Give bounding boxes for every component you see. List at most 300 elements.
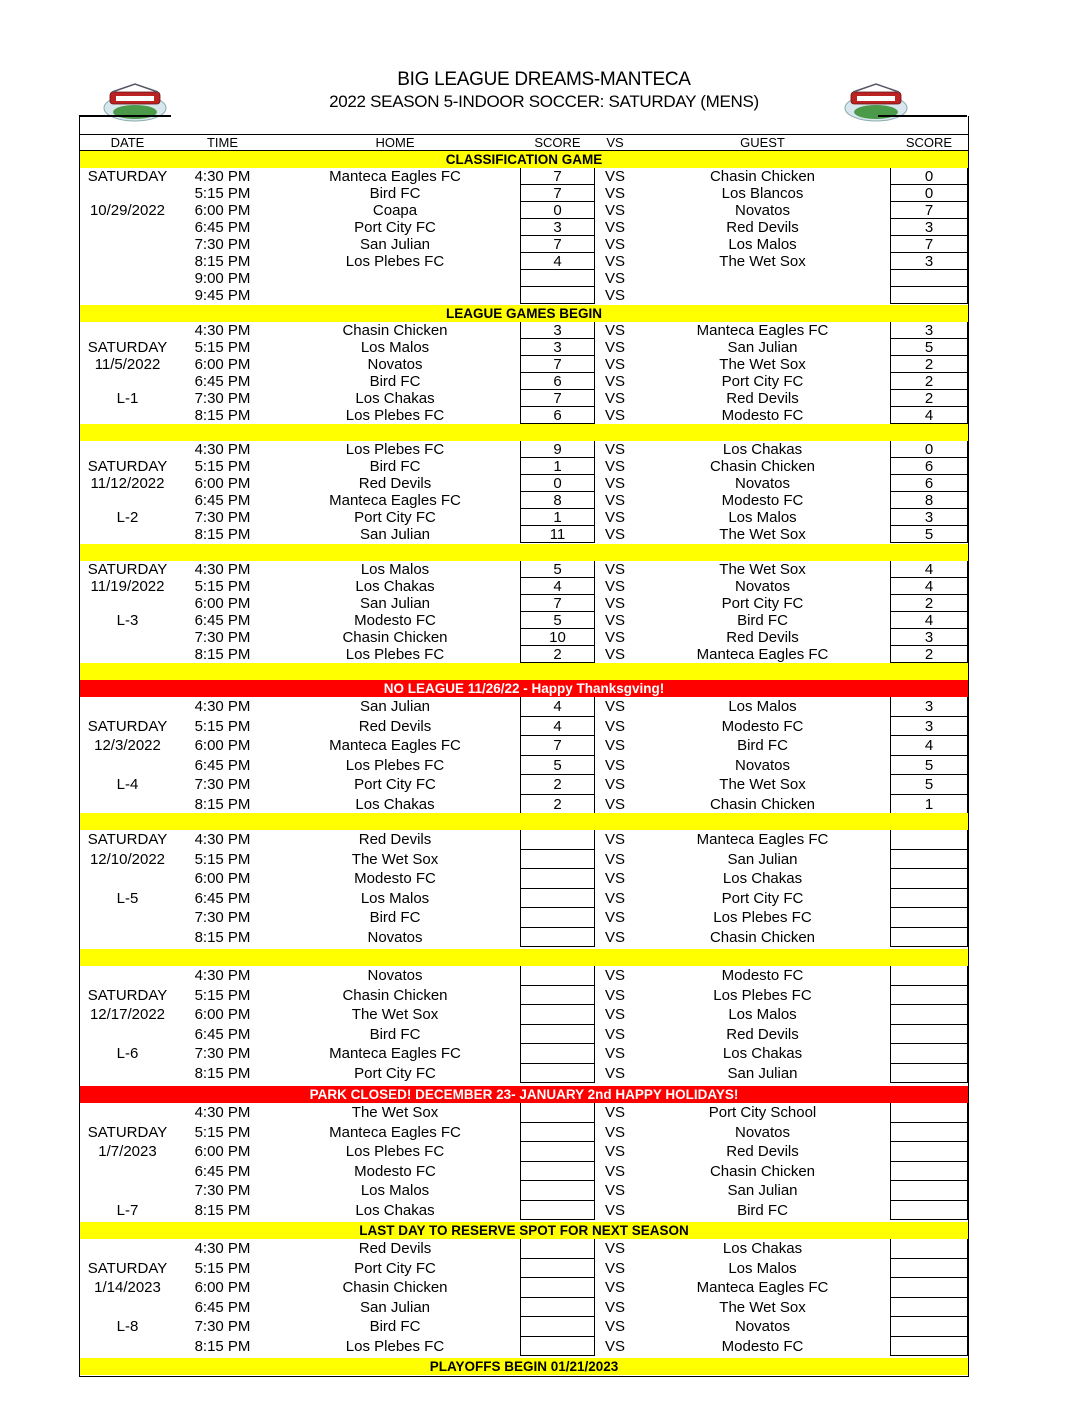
table-row (80, 185, 968, 202)
score-box (520, 697, 595, 717)
score-box (520, 202, 595, 219)
guest-score: 8 (924, 492, 934, 509)
score-box (520, 407, 595, 424)
date-label: L-4 (116, 776, 139, 793)
vs-label: VS (604, 756, 625, 774)
game-time: 7:30 PM (194, 909, 251, 926)
home-team: Red Devils (358, 1240, 432, 1257)
score-box (890, 458, 968, 475)
table-row (80, 1337, 968, 1357)
game-time: 6:00 PM (194, 870, 251, 887)
guest-team: Los Plebes FC (713, 986, 812, 1004)
schedule-table (79, 116, 969, 1377)
home-team: The Wet Sox (351, 1006, 439, 1023)
game-time: 5:15 PM (194, 1259, 251, 1277)
table-row (80, 458, 968, 475)
date-label: 11/19/2022 (90, 578, 165, 595)
home-score: 4 (553, 717, 562, 735)
score-box (890, 492, 968, 509)
date-label: 12/10/2022 (89, 850, 166, 868)
table-row (80, 986, 968, 1006)
home-team: The Wet Sox (351, 1104, 439, 1121)
home-team: Port City FC (354, 776, 436, 793)
home-team: Los Malos (360, 1182, 430, 1199)
home-team: Manteca Eagles FC (329, 168, 461, 185)
score-box (890, 1337, 968, 1357)
date-label: 12/17/2022 (89, 1006, 166, 1023)
section-banner: LEAGUE GAMES BEGIN (80, 305, 968, 322)
score-box (890, 1123, 968, 1143)
score-box (890, 441, 968, 458)
date-label: 12/3/2022 (94, 737, 161, 754)
vs-label: VS (604, 1045, 625, 1062)
score-box (890, 1005, 968, 1025)
date-label: SATURDAY (87, 339, 168, 356)
score-box (520, 578, 595, 595)
table-row (80, 373, 968, 390)
header-score: SCORE (534, 135, 581, 150)
vs-label: VS (604, 509, 625, 526)
home-team: Bird FC (369, 1025, 421, 1043)
home-team: San Julian (359, 1298, 431, 1316)
guest-team: Modesto FC (721, 967, 804, 984)
guest-team: Novatos (734, 578, 791, 595)
home-team: Los Malos (360, 339, 430, 356)
home-score: 11 (549, 526, 566, 543)
score-box (890, 270, 968, 287)
game-time: 8:15 PM (194, 1201, 251, 1219)
table-row (80, 1259, 968, 1279)
header-guest: GUEST (740, 135, 785, 150)
game-time: 6:45 PM (194, 219, 251, 236)
home-team: Manteca Eagles FC (329, 1123, 461, 1141)
vs-label: VS (604, 407, 625, 424)
game-time: 8:15 PM (194, 407, 251, 424)
score-box (520, 830, 595, 850)
guest-score: 2 (924, 390, 934, 407)
vs-label: VS (604, 339, 625, 356)
home-team: San Julian (359, 526, 431, 543)
guest-score: 5 (924, 339, 934, 356)
vs-label: VS (604, 270, 625, 287)
vs-label: VS (604, 219, 625, 236)
guest-team: Port City School (708, 1104, 817, 1121)
game-time: 4:30 PM (194, 1104, 251, 1121)
guest-score: 4 (924, 737, 934, 754)
home-team: Los Plebes FC (345, 1143, 445, 1160)
vs-label: VS (604, 1298, 625, 1316)
home-team: Bird FC (369, 1318, 421, 1335)
score-box (890, 756, 968, 776)
score-box (890, 1298, 968, 1318)
section-banner: PLAYOFFS BEGIN 01/21/2023 (80, 1358, 968, 1375)
date-label: L-1 (116, 390, 139, 407)
game-time: 6:45 PM (194, 373, 251, 390)
date-label: SATURDAY (87, 1123, 168, 1141)
table-row (80, 236, 968, 253)
game-time: 5:15 PM (194, 850, 251, 868)
game-time: 6:00 PM (194, 202, 251, 219)
vs-label: VS (604, 629, 625, 646)
score-box (520, 629, 595, 646)
date-label: SATURDAY (87, 986, 168, 1004)
guest-team: Port City FC (721, 889, 804, 907)
vs-label: VS (604, 253, 625, 270)
game-time: 4:30 PM (194, 561, 251, 578)
game-time: 6:00 PM (194, 1143, 251, 1160)
home-score: 9 (553, 441, 562, 458)
guest-team: Bird FC (737, 737, 788, 754)
vs-label: VS (604, 795, 625, 813)
score-box (890, 928, 968, 948)
home-team: Red Devils (358, 831, 432, 848)
date-label: SATURDAY (87, 1259, 168, 1277)
vs-label: VS (604, 322, 625, 339)
guest-score: 2 (924, 373, 934, 390)
game-time: 5:15 PM (194, 578, 251, 595)
guest-team: San Julian (727, 850, 798, 868)
vs-label: VS (604, 612, 625, 629)
vs-label: VS (604, 646, 625, 663)
game-time: 6:00 PM (194, 1279, 251, 1296)
vs-label: VS (604, 1240, 625, 1257)
game-time: 5:15 PM (194, 1123, 251, 1141)
table-row (80, 168, 968, 185)
guest-team: Novatos (734, 756, 791, 774)
table-row (80, 1162, 968, 1182)
home-score: 7 (553, 236, 562, 253)
score-box (890, 629, 968, 646)
table-row (80, 775, 968, 795)
guest-score: 6 (924, 475, 934, 492)
score-box (520, 646, 595, 663)
home-score: 5 (553, 756, 562, 774)
table-row (80, 561, 968, 578)
guest-score: 5 (924, 526, 934, 543)
vs-label: VS (604, 1337, 625, 1355)
table-row (80, 1201, 968, 1221)
table-row (80, 1298, 968, 1318)
home-score: 4 (553, 698, 562, 715)
home-score: 0 (553, 202, 562, 219)
vs-label: VS (604, 595, 625, 612)
score-box (520, 561, 595, 578)
score-box (520, 1064, 595, 1084)
guest-score: 2 (924, 356, 934, 373)
guest-team: Los Malos (728, 1259, 797, 1277)
vs-label: VS (604, 1259, 625, 1277)
vs-label: VS (604, 287, 625, 304)
score-box (890, 646, 968, 663)
score-box (520, 390, 595, 407)
score-box (890, 219, 968, 236)
vs-label: VS (604, 390, 625, 407)
guest-score: 3 (924, 322, 934, 339)
separator-band (80, 424, 968, 441)
table-row (80, 1064, 968, 1084)
game-time: 6:00 PM (194, 356, 251, 373)
game-time: 4:30 PM (194, 322, 251, 339)
guest-team: The Wet Sox (719, 776, 806, 793)
vs-label: VS (604, 967, 625, 984)
home-score: 2 (553, 795, 562, 813)
score-box (890, 908, 968, 928)
guest-score: 5 (924, 776, 934, 793)
home-team: San Julian (359, 236, 431, 253)
home-team: San Julian (359, 595, 431, 612)
home-score: 6 (553, 407, 562, 424)
home-score: 4 (553, 253, 562, 270)
guest-score: 1 (924, 795, 934, 813)
score-box (520, 253, 595, 270)
guest-team: Red Devils (726, 219, 799, 236)
score-box (890, 697, 968, 717)
score-box (520, 185, 595, 202)
section-banner: LAST DAY TO RESERVE SPOT FOR NEXT SEASON (80, 1222, 968, 1239)
home-team: Port City FC (354, 219, 436, 236)
score-box (890, 1317, 968, 1337)
separator-band (80, 663, 968, 680)
home-team: San Julian (359, 698, 431, 715)
guest-team: San Julian (727, 1182, 798, 1199)
home-team: Los Plebes FC (345, 253, 445, 270)
score-box (520, 526, 595, 543)
vs-label: VS (604, 776, 625, 793)
table-row (80, 850, 968, 870)
home-team: Bird FC (369, 909, 421, 926)
separator-band (80, 544, 968, 561)
date-label: 1/14/2023 (94, 1279, 161, 1296)
table-row (80, 1005, 968, 1025)
score-box (890, 1239, 968, 1259)
vs-label: VS (604, 526, 625, 543)
score-box (520, 287, 595, 304)
guest-score: 3 (924, 629, 934, 646)
home-team: Manteca Eagles FC (329, 737, 461, 754)
table-row (80, 629, 968, 646)
score-box (890, 475, 968, 492)
score-box (890, 509, 968, 526)
date-label: L-2 (116, 509, 139, 526)
score-box (890, 775, 968, 795)
game-time: 4:30 PM (194, 967, 251, 984)
score-box (890, 202, 968, 219)
guest-team: Red Devils (726, 390, 799, 407)
game-time: 7:30 PM (194, 629, 251, 646)
score-box (520, 612, 595, 629)
score-box (890, 185, 968, 202)
home-team: Los Chakas (355, 390, 435, 407)
date-label: L-7 (116, 1201, 139, 1219)
guest-team: Bird FC (737, 612, 788, 629)
table-header (80, 134, 968, 151)
home-score: 7 (553, 737, 562, 754)
table-row (80, 697, 968, 717)
date-label: SATURDAY (87, 168, 168, 185)
date-label: L-5 (116, 889, 139, 907)
header-home: HOME (375, 135, 415, 150)
table-row (80, 756, 968, 776)
home-team: The Wet Sox (351, 850, 439, 868)
home-team: Coapa (372, 202, 418, 219)
guest-team: Manteca Eagles FC (696, 646, 829, 663)
score-box (520, 270, 595, 287)
score-box (520, 595, 595, 612)
guest-team: Los Chakas (722, 441, 803, 458)
score-box (520, 1005, 595, 1025)
home-team: Bird FC (369, 373, 421, 390)
table-row (80, 287, 968, 304)
score-box (890, 578, 968, 595)
score-box (520, 795, 595, 815)
table-row (80, 646, 968, 663)
guest-team: Los Blancos (721, 185, 804, 202)
vs-label: VS (604, 1143, 625, 1160)
score-box (520, 928, 595, 948)
score-box (520, 373, 595, 390)
game-time: 6:00 PM (194, 1006, 251, 1023)
game-time: 6:45 PM (194, 1298, 251, 1316)
score-box (520, 1298, 595, 1318)
game-time: 6:00 PM (194, 737, 251, 754)
vs-label: VS (604, 236, 625, 253)
score-box (520, 1142, 595, 1162)
table-row (80, 1025, 968, 1045)
home-team: Port City FC (354, 1259, 436, 1277)
game-time: 8:15 PM (194, 1337, 251, 1355)
home-score: 4 (553, 578, 562, 595)
score-box (890, 986, 968, 1006)
table-row (80, 1239, 968, 1259)
table-row (80, 1278, 968, 1298)
home-team: Modesto FC (354, 612, 436, 629)
guest-score: 4 (924, 407, 934, 424)
date-label: 11/12/2022 (90, 475, 165, 492)
table-row (80, 1103, 968, 1123)
vs-label: VS (604, 986, 625, 1004)
score-box (520, 889, 595, 909)
score-box (520, 850, 595, 870)
table-row (80, 253, 968, 270)
vs-label: VS (604, 698, 625, 715)
date-label: SATURDAY (87, 561, 168, 578)
score-box (520, 492, 595, 509)
vs-label: VS (604, 1318, 625, 1335)
game-time: 6:45 PM (194, 1025, 251, 1043)
score-box (890, 1181, 968, 1201)
score-box (890, 889, 968, 909)
guest-team: Red Devils (726, 1025, 799, 1043)
separator-band (80, 949, 968, 966)
score-box (890, 168, 968, 185)
vs-label: VS (604, 850, 625, 868)
score-box (520, 1278, 595, 1298)
guest-team: San Julian (727, 1064, 798, 1082)
score-box (520, 219, 595, 236)
score-box (890, 830, 968, 850)
score-box (520, 736, 595, 756)
home-score: 7 (553, 168, 562, 185)
score-box (890, 1278, 968, 1298)
guest-score: 5 (924, 756, 934, 774)
table-row (80, 339, 968, 356)
score-box (520, 1025, 595, 1045)
guest-team: The Wet Sox (719, 526, 806, 543)
guest-team: Chasin Chicken (709, 458, 816, 475)
guest-team: Chasin Chicken (709, 928, 816, 946)
guest-team: Modesto FC (721, 407, 804, 424)
game-time: 6:45 PM (194, 612, 251, 629)
section-banner: PARK CLOSED! DECEMBER 23- JANUARY 2nd HAPPY HOLIDAYS! (80, 1086, 968, 1103)
date-label: L-6 (116, 1045, 139, 1062)
date-label: 1/7/2023 (98, 1143, 157, 1160)
section-banner: CLASSIFICATION GAME (80, 151, 968, 168)
guest-team: Red Devils (726, 629, 799, 646)
date-label: SATURDAY (87, 717, 168, 735)
vs-label: VS (604, 1025, 625, 1043)
score-box (890, 253, 968, 270)
guest-team: Los Malos (728, 698, 797, 715)
score-box (890, 717, 968, 737)
table-row (80, 1123, 968, 1143)
score-box (890, 287, 968, 304)
home-team: Novatos (367, 928, 423, 946)
guest-team: Modesto FC (721, 492, 804, 509)
game-time: 6:45 PM (194, 1162, 251, 1180)
score-box (890, 339, 968, 356)
score-box (520, 1103, 595, 1123)
game-time: 8:15 PM (194, 646, 251, 663)
vs-label: VS (604, 1279, 625, 1296)
score-box (520, 1123, 595, 1143)
guest-team: Bird FC (737, 1201, 788, 1219)
table-row (80, 1317, 968, 1337)
guest-team: Novatos (734, 475, 791, 492)
home-score: 8 (553, 492, 562, 509)
home-team: Los Plebes FC (345, 756, 445, 774)
score-box (890, 850, 968, 870)
table-row (80, 1181, 968, 1201)
table-row (80, 889, 968, 909)
vs-label: VS (604, 1201, 625, 1219)
vs-label: VS (604, 1182, 625, 1199)
home-score: 7 (553, 595, 562, 612)
guest-team: Port City FC (721, 373, 804, 390)
game-time: 5:15 PM (194, 185, 251, 202)
guest-team: Manteca Eagles FC (696, 322, 829, 339)
section-banner: NO LEAGUE 11/26/22 - Happy Thanksgving! (80, 680, 968, 697)
home-score: 5 (553, 561, 562, 578)
score-box (890, 322, 968, 339)
date-label: SATURDAY (87, 831, 168, 848)
home-team: Los Plebes FC (345, 646, 445, 663)
home-team: Port City FC (354, 1064, 436, 1082)
guest-score: 4 (924, 578, 934, 595)
guest-score: 3 (924, 717, 934, 735)
guest-score: 3 (924, 219, 934, 236)
guest-team: Los Malos (728, 1006, 797, 1023)
home-score: 2 (553, 646, 562, 663)
header-score-guest: SCORE (905, 135, 953, 150)
home-team: Manteca Eagles FC (329, 492, 461, 509)
game-time: 7:30 PM (194, 1045, 251, 1062)
table-row (80, 407, 968, 424)
guest-score: 3 (924, 698, 934, 715)
score-box (890, 1044, 968, 1064)
vs-label: VS (604, 578, 625, 595)
score-box (890, 561, 968, 578)
score-box (520, 168, 595, 185)
